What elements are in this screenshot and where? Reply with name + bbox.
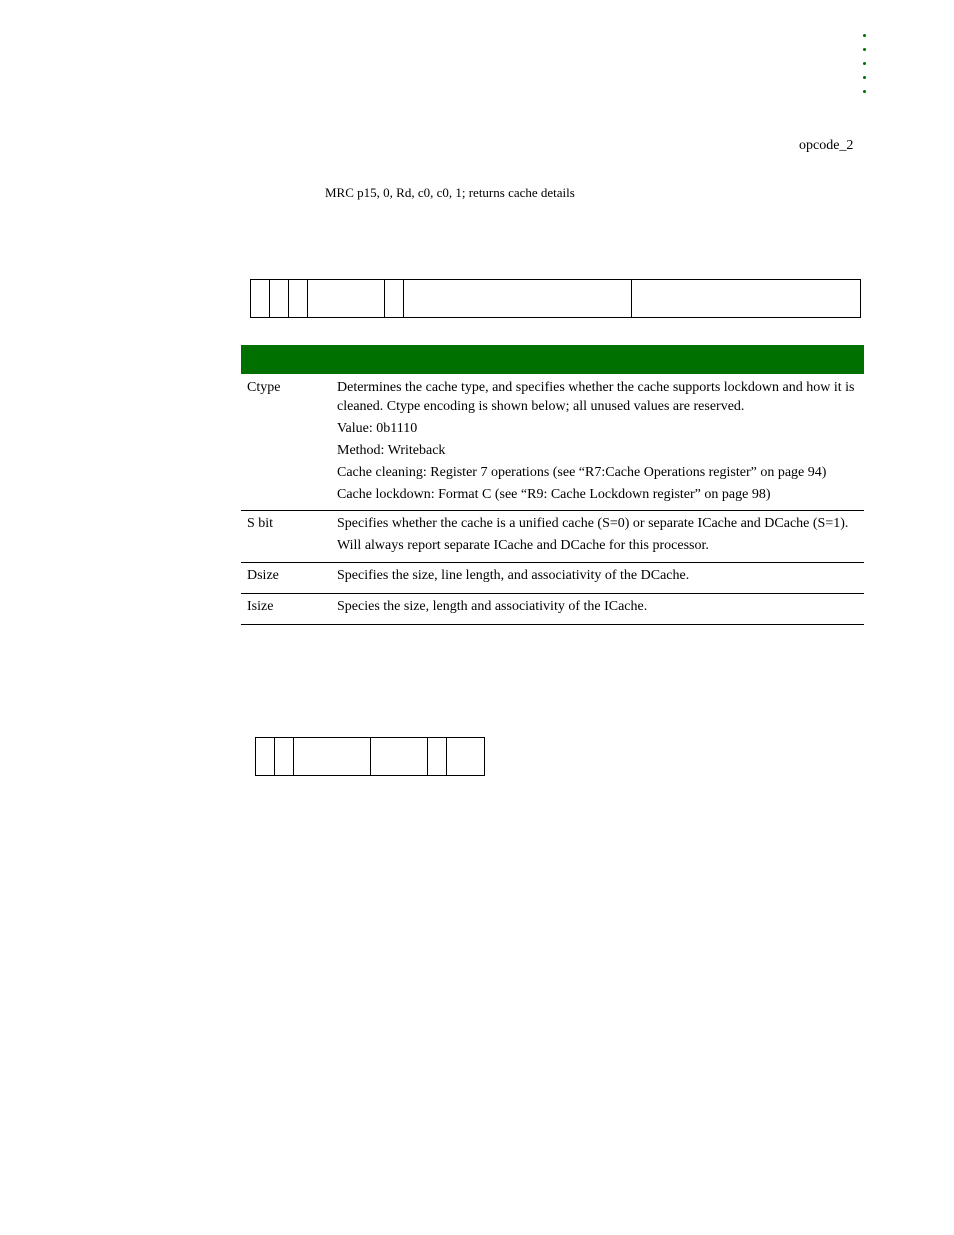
bit-field-assoc xyxy=(371,738,428,775)
dot-icon xyxy=(863,62,866,65)
bit-field-dsize xyxy=(404,280,632,317)
bit-field xyxy=(270,280,289,317)
bit-field xyxy=(275,738,294,775)
instruction-text: MRC p15, 0, Rd, c0, c0, 1; returns cache details xyxy=(325,185,575,200)
bit-field-size xyxy=(294,738,371,775)
description-line: Cache lockdown: Format C (see “R9: Cache Lockdown register” on page 98) xyxy=(337,487,771,502)
description-line: Specifies the size, line length, and associativity of the DCache. xyxy=(337,568,690,583)
table-row xyxy=(241,511,864,563)
field-name: Ctype xyxy=(247,380,281,395)
description-line: Determines the cache type, and specifies whether the cache supports lockdown and how it is cleaned. Ctype encoding is shown below; all unused values are reserved. xyxy=(337,380,855,414)
dot-icon xyxy=(863,48,866,51)
field-name: Dsize xyxy=(247,568,279,583)
dot-icon xyxy=(863,34,866,37)
size-bit-diagram xyxy=(255,737,485,776)
field-description-table xyxy=(241,345,864,625)
table-row xyxy=(241,563,864,594)
bit-field xyxy=(289,280,308,317)
bit-field-len xyxy=(447,738,484,775)
description-line: Species the size, length and associativity of the ICache. xyxy=(337,599,648,614)
bit-field-isize xyxy=(632,280,860,317)
bit-field xyxy=(251,280,270,317)
bit-field-s xyxy=(385,280,404,317)
field-description xyxy=(337,566,864,588)
field-name: S bit xyxy=(247,516,274,531)
dot-icon xyxy=(863,76,866,79)
opcode-label: opcode_2 xyxy=(799,138,854,153)
bit-field-m xyxy=(428,738,447,775)
description-line: Cache cleaning: Register 7 operations (see “R7:Cache Operations register” on page 94) xyxy=(337,465,827,480)
register-bit-diagram xyxy=(250,279,861,318)
field-name: Isize xyxy=(247,599,274,614)
description-line: Method: Writeback xyxy=(337,443,446,458)
field-description xyxy=(337,597,864,619)
field-description xyxy=(337,378,864,507)
table-header xyxy=(241,345,864,374)
table-row xyxy=(241,374,864,511)
bit-field-ctype xyxy=(308,280,385,317)
dot-icon xyxy=(863,90,866,93)
description-line: Will always report separate ICache and DCache for this processor. xyxy=(337,538,709,553)
table-row xyxy=(241,594,864,625)
description-line: Specifies whether the cache is a unified cache (S=0) or separate ICache and DCache (S=1). xyxy=(337,516,849,531)
description-line: Value: 0b1110 xyxy=(337,421,418,436)
field-description xyxy=(337,514,864,558)
bit-field xyxy=(256,738,275,775)
margin-dots xyxy=(863,34,869,104)
